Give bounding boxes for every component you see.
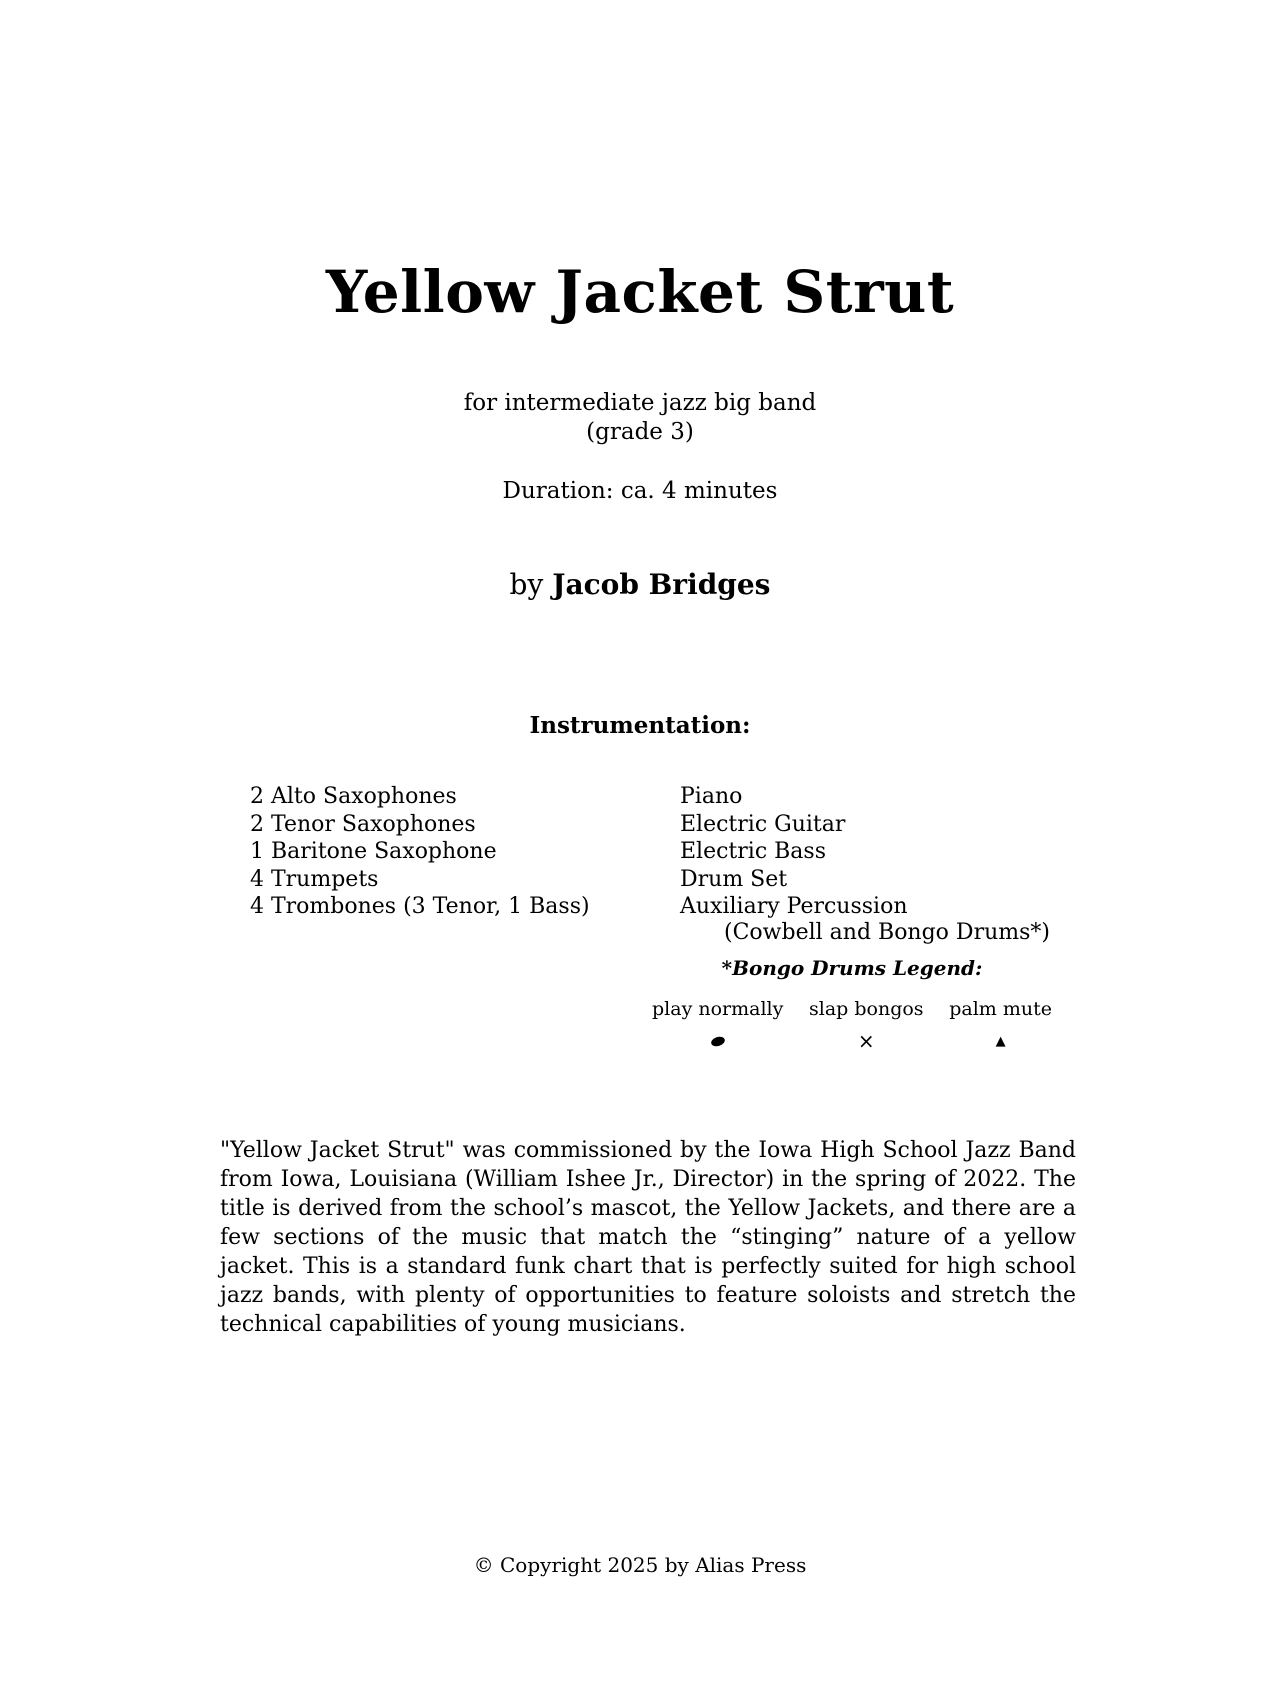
instrument-item: 1 Baritone Saxophone (250, 839, 497, 864)
instrument-item: Electric Guitar (680, 811, 846, 837)
legend-label: palm mute (949, 998, 1052, 1020)
instrumentation-right-column (680, 783, 908, 921)
instrument-item: 2 Alto Saxophones (250, 784, 457, 809)
bongo-legend (652, 956, 1052, 1052)
legend-label: play normally (652, 998, 784, 1020)
legend-item-play-normally (652, 998, 783, 1052)
instrument-item: Piano (680, 784, 743, 809)
program-note-paragraph: "Yellow Jacket Strut" was commissioned by the Iowa High School Jazz Band from Iowa, Louisiana (William Ishee Jr., Director) in the spring of 2022. The title is derived from the school’s mascot, the Yellow Jackets, and there are a few sections of the music that match the “stinging” nature of a yellow jacket. This is a standard funk chart that is perfectly suited for high school jazz bands, with plenty of opportunities to feature soloists and stretch the technical capabilities of young musicians. (220, 1138, 1076, 1337)
composer-name: Jacob Bridges (552, 568, 771, 601)
bongo-legend-row (652, 998, 1052, 1052)
instrumentation-heading: Instrumentation: (529, 712, 751, 739)
instrument-item: Auxiliary Percussion (680, 894, 908, 919)
instrument-item: Drum Set (680, 866, 788, 892)
instrument-item: 2 Tenor Saxophones (250, 811, 476, 837)
triangle-icon: ▲ (995, 1033, 1006, 1049)
x-cross-icon: × (857, 1029, 875, 1053)
legend-item-slap-bongos (809, 998, 924, 1052)
instrument-item: 4 Trombones (3 Tenor, 1 Bass) (250, 894, 590, 919)
subtitle-ensemble: for intermediate jazz big band (463, 390, 817, 416)
byline-prefix: by (509, 568, 544, 601)
byline (0, 568, 1280, 601)
instrumentation-left-column (250, 783, 590, 921)
bongo-legend-heading: *Bongo Drums Legend: (721, 956, 983, 980)
instrument-item: Electric Bass (680, 839, 827, 864)
notehead-icon (711, 1030, 725, 1052)
instrument-item: 4 Trumpets (250, 866, 379, 892)
copyright-line: © Copyright 2025 by Alias Press (473, 1553, 807, 1577)
aux-percussion-note: (Cowbell and Bongo Drums*) (724, 920, 1050, 945)
subtitle-grade: (grade 3) (586, 419, 694, 445)
duration-text: Duration: ca. 4 minutes (502, 478, 778, 504)
legend-item-palm-mute (949, 998, 1052, 1052)
legend-label: slap bongos (809, 998, 924, 1020)
page-title: Yellow Jacket Strut (325, 258, 955, 326)
